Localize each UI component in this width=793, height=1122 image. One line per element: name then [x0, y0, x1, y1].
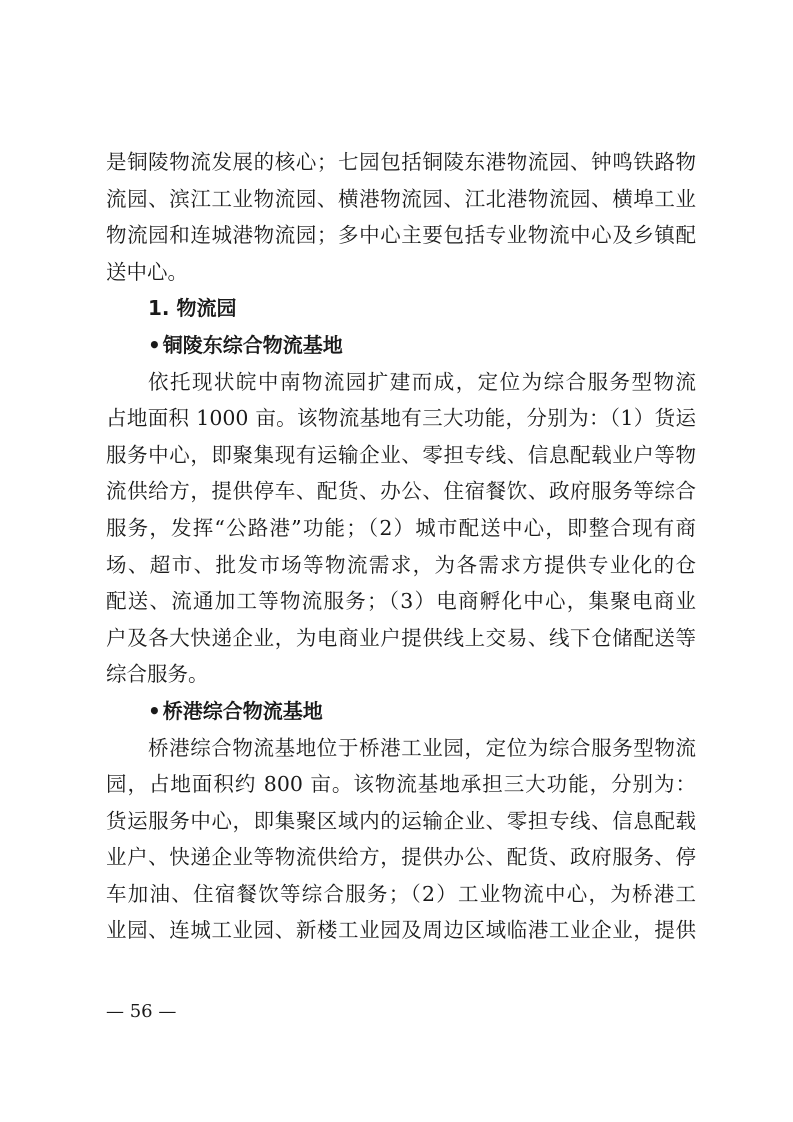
paragraph-line: 综合服务。 [106, 662, 209, 687]
paragraph-line: 车加油、住宿餐饮等综合服务；（2）工业物流中心，为桥港工 [106, 881, 696, 906]
paragraph-line: 场、超市、批发市场等物流需求，为各需求方提供专业化的仓 [106, 552, 696, 577]
paragraph-line: 户及各大快递企业，为电商业户提供线上交易、线下仓储配送等 [106, 625, 696, 650]
paragraph-line: 是铜陵物流发展的核心；七园包括铜陵东港物流园、钟鸣铁路物 [106, 150, 696, 174]
body-text [106, 144, 696, 949]
paragraph-line: 服务中心，即聚集现有运输企业、零担专线、信息配载业户等物 [106, 442, 696, 467]
subsection-title: 铜陵东综合物流基地 [162, 332, 343, 357]
section-heading: 1. 物流园 [148, 296, 237, 321]
subsection-heading [106, 327, 696, 364]
bullet-icon: • [148, 698, 161, 723]
paragraph-line: 服务，发挥“公路港”功能；（2）城市配送中心，即整合现有商 [106, 515, 696, 540]
subsection-heading [106, 693, 696, 730]
paragraph-line: 占地面积 1000 亩。该物流基地有三大功能，分别为：（1）货运 [106, 406, 696, 431]
paragraph-line: 送中心。 [106, 259, 188, 284]
page-number: — 56 — [106, 1001, 177, 1022]
paragraph-line: 物流园和连城港物流园；多中心主要包括专业物流中心及乡镇配 [106, 223, 696, 248]
subsection-title: 桥港综合物流基地 [162, 698, 323, 723]
paragraph-line: 货运服务中心，即集聚区域内的运输企业、零担专线、信息配载 [106, 808, 696, 833]
paragraph-line: 依托现状皖中南物流园扩建而成，定位为综合服务型物流 [148, 369, 696, 394]
paragraph-line: 业户、快递企业等物流供给方，提供办公、配货、政府服务、停 [106, 845, 696, 870]
paragraph-line: 园，占地面积约 800 亩。该物流基地承担三大功能，分别为： [106, 772, 696, 797]
paragraph-line: 流供给方，提供停车、配货、办公、住宿餐饮、政府服务等综合 [106, 479, 696, 504]
paragraph-line: 桥港综合物流基地位于桥港工业园，定位为综合服务型物流 [148, 735, 696, 760]
paragraph-line: 业园、连城工业园、新楼工业园及周边区域临港工业企业，提供 [106, 918, 696, 943]
paragraph-line: 流园、滨江工业物流园、横港物流园、江北港物流园、横埠工业 [106, 186, 696, 211]
paragraph-line: 配送、流通加工等物流服务；（3）电商孵化中心，集聚电商业 [106, 589, 696, 614]
bullet-icon: • [148, 332, 161, 357]
